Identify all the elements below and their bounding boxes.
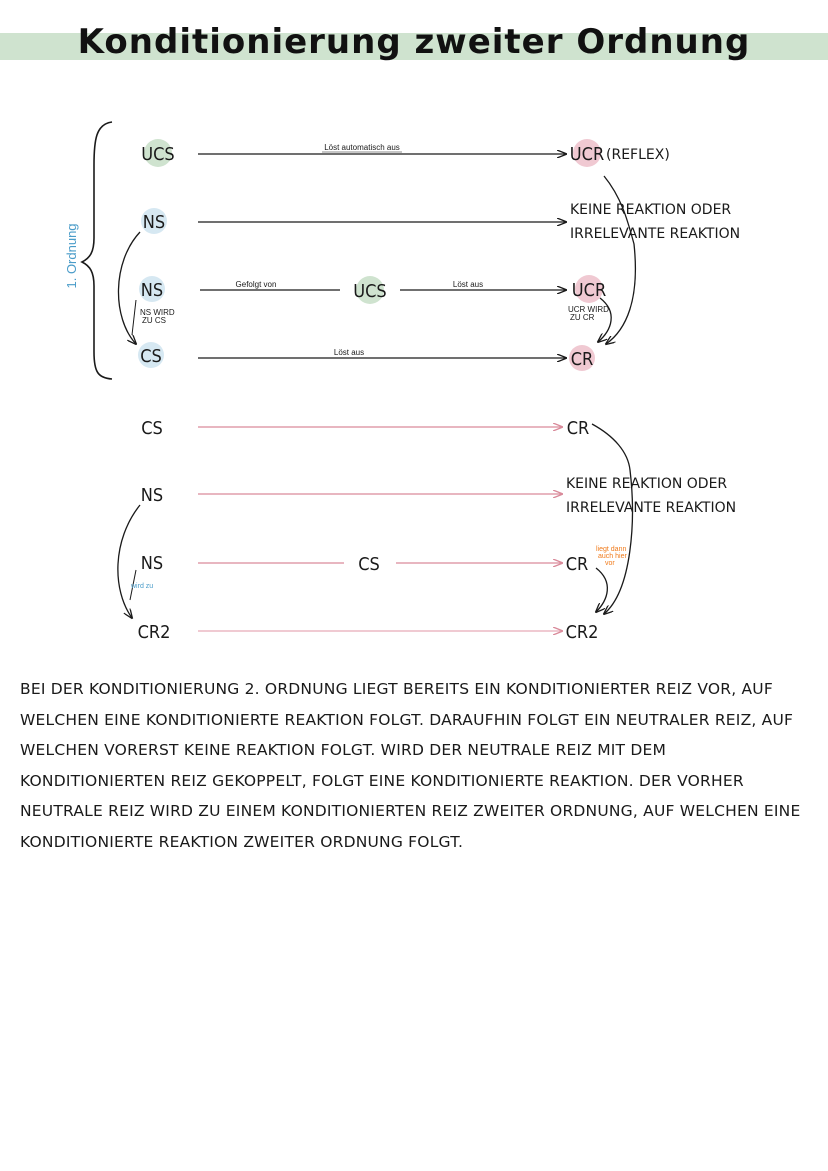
second-order-row3-stimulus: NS — [140, 553, 164, 574]
first-order-bracket — [82, 122, 112, 379]
second-order-row4-stimulus: CR2 — [137, 622, 171, 643]
ns-to-cs-curve — [118, 232, 140, 344]
second-order-row3-response: CR — [565, 554, 589, 575]
first-order-row3-middle: UCS — [353, 281, 387, 302]
no-reaction-line2-2: IRRELEVANTE REAKTION — [566, 500, 737, 516]
orange-note-line3: vor — [605, 560, 615, 567]
ucr-wird-line2: ZU CR — [570, 313, 595, 322]
first-order-row1-response: UCR — [569, 144, 605, 165]
label-gefolgt-von: Gefolgt von — [235, 280, 277, 289]
orange-note-line2: auch hier — [598, 553, 627, 560]
first-order-row2-stimulus: NS — [142, 212, 166, 233]
second-order-row4-response: CR2 — [565, 622, 599, 643]
cr-to-cr2-curve-inner — [596, 568, 607, 612]
arrow-label-automatisch: Löst automatisch aus — [324, 143, 400, 152]
no-reaction-line1: KEINE REAKTION ODER — [570, 202, 732, 218]
first-order-row3-stimulus: NS — [140, 280, 164, 301]
second-order-row1-stimulus: CS — [141, 418, 163, 439]
label-loest-aus-2: Löst aus — [333, 348, 365, 357]
page-title: Konditionierung zweiter Ordnung — [77, 22, 751, 62]
first-order-row4-stimulus: CS — [140, 346, 162, 367]
second-order-row1-response: CR — [566, 418, 590, 439]
orange-note-line1: liegt dann — [596, 546, 627, 553]
ns-cs-tick — [132, 300, 136, 335]
reflex-note: (REFLEX) — [606, 147, 670, 163]
ucr-wird-line1: UCR WIRD — [568, 305, 609, 314]
second-order-row3-middle: CS — [358, 554, 380, 575]
cr-to-cr2-curve-outer — [592, 424, 632, 614]
no-reaction-line1-2: KEINE REAKTION ODER — [566, 476, 728, 492]
first-order-row1-stimulus: UCS — [141, 144, 175, 165]
first-order-row4-response: CR — [570, 349, 594, 370]
description-paragraph: BEI DER KONDITIONIERUNG 2. ORDNUNG LIEGT BEREITS EIN KONDITIONIERTER REIZ VOR, AUF WELCHEN EINE KONDITIONIERTE REAKTION FOLGT. DARAUFHIN FOLGT EIN NEUTRALER REIZ, AUF WELCHEN VORERST KEINE REAKTION FOLGT. WIRD DER NEUTRALE REIZ MIT DEM KONDITIONIERTEN REIZ GEKOPPELT, FOLGT EINE KONDITIONIERTE REAKTION. DER VORHER NEUTRALE REIZ WIRD ZU EINEM KONDITIONIERTEN REIZ ZWEITER ORDNUNG, AUF WELCHEN EINE KONDITIONIERTE REAKTION ZWEITER ORDNUNG FOLGT. — [20, 680, 801, 851]
ns-to-cr2-curve — [118, 505, 140, 618]
label-loest-aus: Löst aus — [452, 280, 484, 289]
bracket-label: 1. Ordnung — [64, 223, 79, 289]
ns-wird-line1: NS WIRD — [140, 308, 175, 317]
wird-zu-note: wird zu — [131, 583, 154, 590]
first-order-row3-response: UCR — [571, 280, 607, 301]
no-reaction-line2: IRRELEVANTE REAKTION — [570, 226, 741, 242]
ns-wird-line2: ZU CS — [142, 316, 166, 325]
second-order-row2-stimulus: NS — [140, 485, 164, 506]
